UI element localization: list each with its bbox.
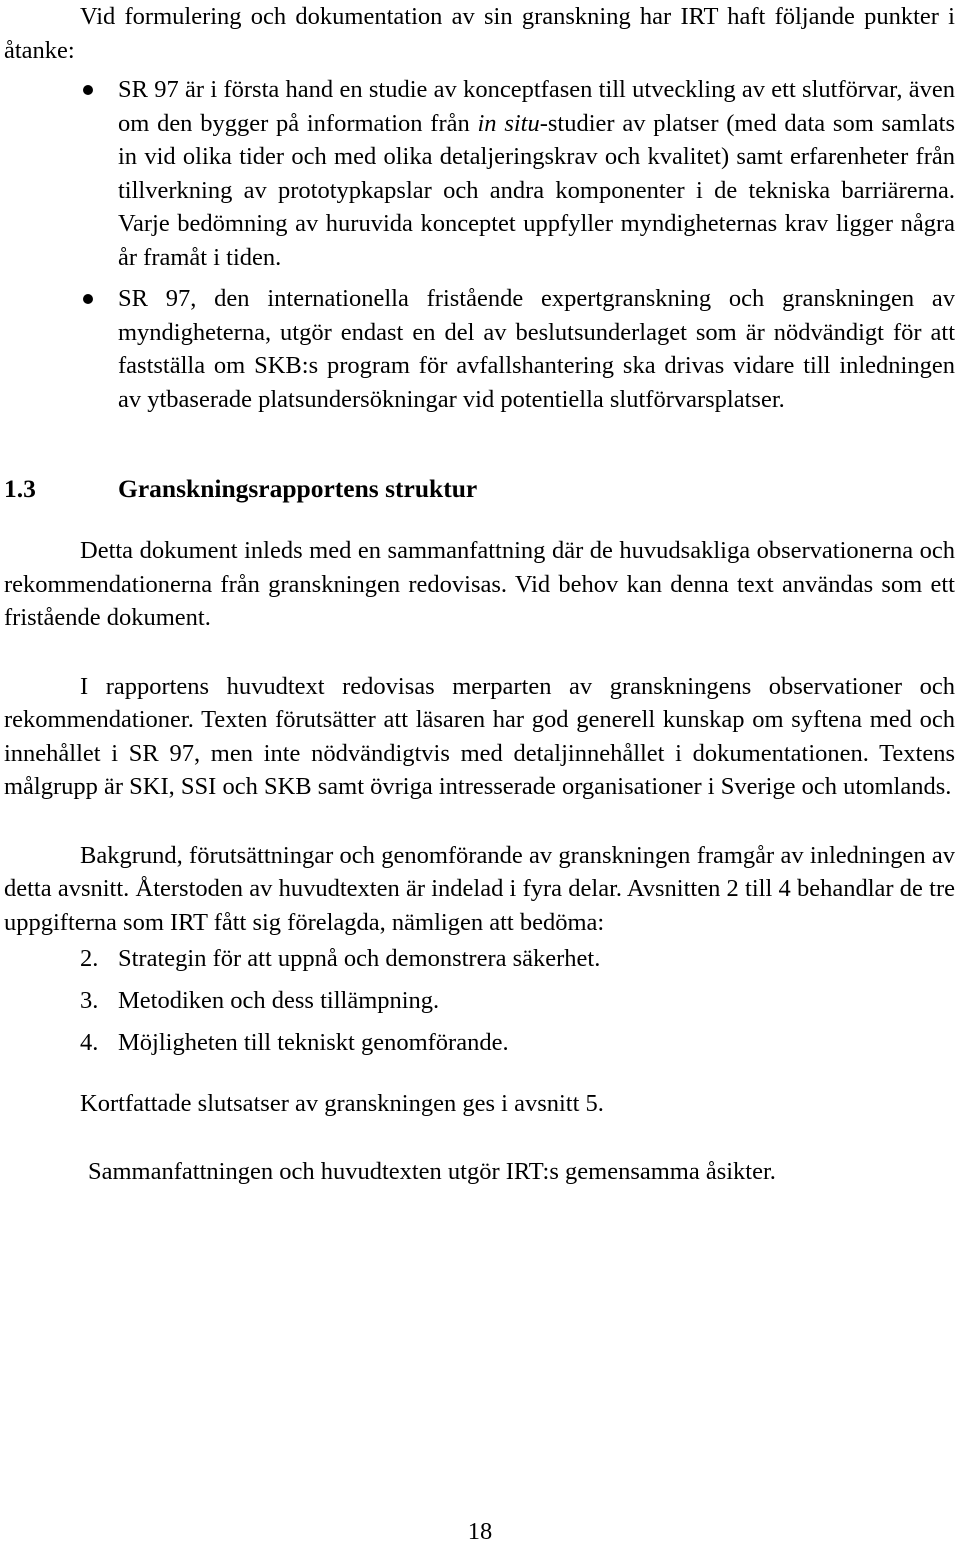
list-number: 3. xyxy=(80,987,99,1014)
list-item-text: Möjligheten till tekniskt genomförande. xyxy=(118,1029,509,1056)
body-paragraph: I rapportens huvudtext redovisas merparten av granskningens observationer och rekommendationer. Texten förutsätter att läsaren har god generell kunskap om syftena med och innehållet i SR 97, men inte nödvändigtvis med detaljinnehållet i dokumentationen. Textens målgrupp är SKI, SSI och SKB samt övriga intresserade organisationer i Sverige och utomlands. xyxy=(4,672,955,800)
document-page xyxy=(4,0,955,1188)
list-number: 4. xyxy=(80,1029,99,1056)
list-item-text: Strategin för att uppnå och demonstrera säkerhet. xyxy=(118,945,601,972)
body-paragraph: Bakgrund, förutsättningar och genomförande av granskningen framgår av inledningen av detta avsnitt. Återstoden av huvudtexten är indelad i fyra delar. Avsnitten 2 till 4 behandlar de tre uppgifterna som IRT fått sig förelagda, nämligen att bedöma: xyxy=(4,841,955,936)
bullet-text-end: -studier av platser (med data som samlats in vid olika tider och med olika detaljeringskrav och kvalitet) samt erfarenheter från tillverkning av prototypkapslar och andra komponenter i de tekniska barriärerna. Varje bedömning av huruvida konceptet uppfyller myndigheternas krav ligger några år framåt i tiden. xyxy=(118,109,955,271)
body-paragraph: Kortfattade slutsatser av granskningen ges i avsnitt 5. xyxy=(80,1090,604,1117)
bullet-list xyxy=(4,73,955,416)
section-heading xyxy=(4,472,955,506)
numbered-list-item xyxy=(4,942,955,975)
bullet-text-emphasis: in situ xyxy=(477,109,540,137)
bullet-text-start: SR 97 är i första hand en studie av konceptfasen till utveckling av ett slutförvar, även om den bygger på information från xyxy=(118,76,955,137)
numbered-list-item xyxy=(4,984,955,1017)
bullet-text: SR 97, den internationella fristående expertgranskning och granskningen av myndigheterna, utgör endast en del av beslutsunderlaget som är nödvändigt för att fastställa om SKB:s program för avfallshantering ska drivas vidare till inledningen av ytbaserade platsundersökningar vid potentiella slutförvarsplatser. xyxy=(118,285,955,413)
page-number: 18 xyxy=(467,1518,493,1545)
numbered-list-item xyxy=(4,1026,955,1059)
section-title: Granskningsrapportens struktur xyxy=(118,474,478,503)
intro-paragraph: Vid formulering och dokumentation av sin granskning har IRT haft följande punkter i åtanke: xyxy=(4,3,955,64)
section-number: 1.3 xyxy=(4,474,36,503)
body-paragraph: Detta dokument inleds med en sammanfattning där de huvudsakliga observationerna och rekommendationerna från granskningen redovisas. Vid behov kan denna text användas som ett fristående dokument. xyxy=(4,537,955,631)
list-number: 2. xyxy=(80,945,99,972)
numbered-list xyxy=(4,942,955,1059)
bullet-item xyxy=(118,73,955,274)
bullet-icon xyxy=(83,294,93,304)
bullet-item xyxy=(118,282,955,416)
list-item-text: Metodiken och dess tillämpning. xyxy=(118,987,440,1014)
bullet-icon xyxy=(83,85,93,95)
closing-paragraph: Sammanfattningen och huvudtexten utgör IRT:s gemensamma åsikter. xyxy=(88,1157,776,1185)
